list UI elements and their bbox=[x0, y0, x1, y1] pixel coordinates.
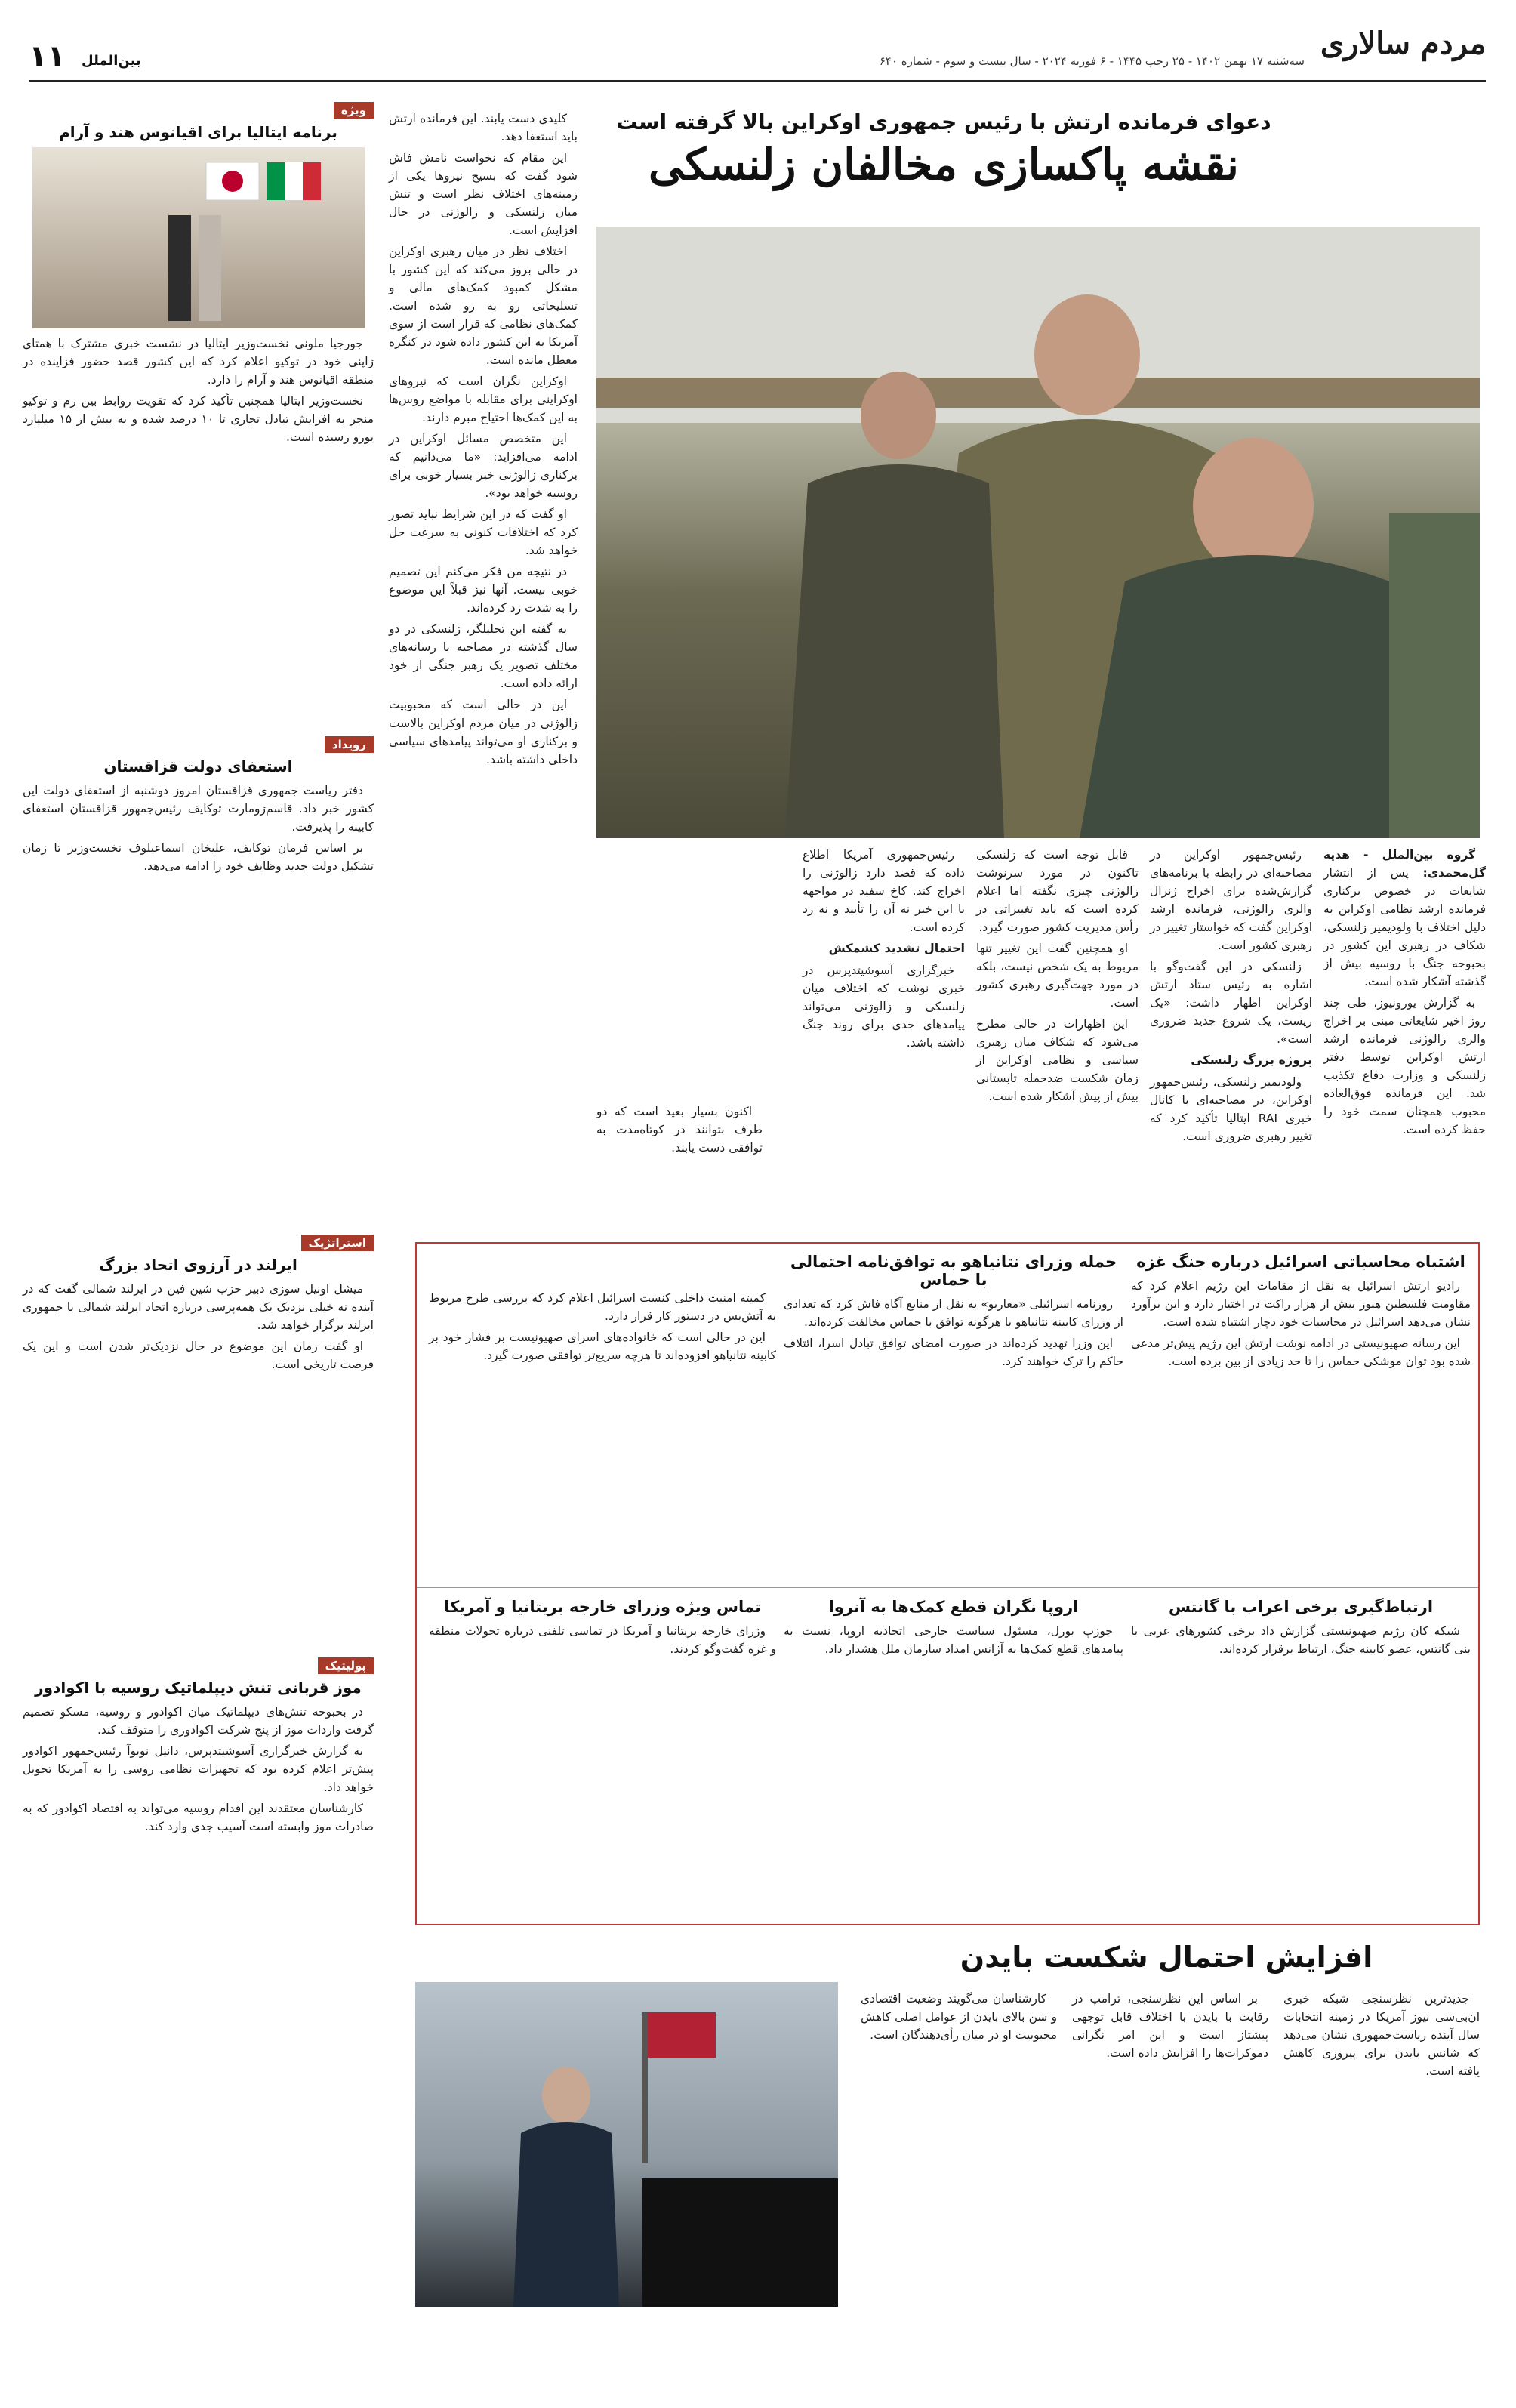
ecuador-title: موز قربانی تنش دیپلماتیک روسیه با اکوادور bbox=[35, 1679, 362, 1697]
masthead-rule bbox=[29, 80, 1486, 82]
gaza-title-mid: حمله وزرای نتانیاهو به توافق‌نامه احتمالی با حماس bbox=[790, 1253, 1117, 1289]
italy-photo bbox=[32, 147, 365, 328]
section-name: بین‌الملل bbox=[82, 53, 141, 69]
italy-brief: ویژه برنامه ایتالیا برای اقیانوس هند و آرام جورجیا ملونی نخست‌وزیر ایتالیا در نشست خبری مشترک با همتای ژاپنی خود در توکیو اعلام کرد که این کشور قصد حضور فزاینده در منطقه اقیانوس هند و آرام را دارد. نخست‌وزیر ایتالیا همچنین تأکید کرد که تقویت روابط بین رم و توکیو منجر به افزایش تبادل تجاری تا ۱۰ درصد شده و به بیش از ۱۵ میلیارد یورو رسیده است. bbox=[23, 103, 374, 445]
italy-tag: ویژه bbox=[334, 102, 374, 119]
gaza-story-3: کمیته امنیت داخلی کنست اسرائیل اعلام کرد که بررسی طرح مربوط به آتش‌بس در دستور کار قرار دارد. این در حالی است که خانواده‌های اسرای صهیونیست بر فشار خود بر کابینه نتانیاهو افزوده‌اند تا هرچه سریع‌تر توافقی صورت گیرد. bbox=[429, 1291, 776, 1363]
gaza-story-1: اشتباه محاسباتی اسرائیل درباره جنگ غزه رادیو ارتش اسرائیل به نقل از مقامات این رژیم اعلام کرد که مقاومت فلسطین هنوز بیش از هزار راکت در اختیار دارد و این برآورد نشان می‌دهد اسرائیل در محاسبات خود دچار اشتباه شده است. این رسانه صهیونیستی در ادامه نوشت ارتش این رژیم پیش‌تر مدعی شده بود توان موشکی حماس را تا حد زیادی از بین برده است. bbox=[1131, 1253, 1471, 1369]
gaza-story-5: اروپا نگران قطع کمک‌ها به آنروا جوزپ بورل، مسئول سیاست خارجی اتحادیه اروپا، نسبت به پیامدهای قطع کمک‌ها به آژانس امداد سازمان ملل هشدار داد. bbox=[784, 1598, 1123, 1657]
kazakhstan-brief: رویداد استعفای دولت قزاقستان دفتر ریاست جمهوری قزاقستان امروز دوشنبه از استعفای دولت این کشور خبر داد. قاسم‌ژومارت توکایف رئیس‌جمهور قزاقستان استعفای کابینه را پذیرفت. بر اساس فرمان توکایف، علیخان اسماعیلوف نخست‌وزیر تا زمان تشکیل دولت جدید وظایف خود را ادامه می‌دهد. bbox=[23, 738, 374, 874]
ireland-brief: استراتژیک ایرلند در آرزوی اتحاد بزرگ میشل اونیل سوزی دبیر حزب شین فین در ایرلند شمالی گفت که در آینده نه خیلی نزدیک یک همه‌پرسی درباره اتحاد ایرلند شمالی با جمهوری ایرلند برگزار خواهد شد. او گفت زمان این موضوع در حال نزدیک‌تر شدن است و این یک فرصت تاریخی است. bbox=[23, 1236, 374, 1372]
lead-byline: گروه بین‌الملل - هدیه گل‌محمدی: bbox=[1323, 848, 1486, 880]
biden-column-1: جدیدترین نظرسنجی شبکه خبری ان‌بی‌سی نیوز آمریکا در زمینه انتخابات سال آینده ریاست‌جمهوری نشان می‌دهد که شانس بایدن برای پیروزی کاهش یافته است. bbox=[1283, 1992, 1480, 2079]
dateline: سه‌شنبه ۱۷ بهمن ۱۴۰۲ - ۲۵ رجب ۱۴۴۵ - ۶ فوریه ۲۰۲۴ - سال بیست و سوم - شماره ۶۴۰ bbox=[879, 54, 1305, 68]
italy-title: برنامه ایتالیا برای اقیانوس هند و آرام bbox=[59, 123, 337, 141]
lead-column-5: کلیدی دست یابند. این فرمانده ارتش باید استعفا دهد. این مقام که نخواست نامش فاش شود گفت که بسیج نیروها یکی از زمینه‌های اختلاف نظر است و تنش میان زلنسکی و زالوژنی در حال افزایش است. اختلاف نظر در میان رهبری اوکراین در حالی بروز می‌کند که این کشور با مشکل کمبود کمک‌های مالی و تسلیحاتی رو به رو شده است. کمک‌های نظامی که قرار است از سوی آمریکا به این کشور داده شود در کنگره معطل مانده است. اوکراین نگران است که نیروهای اوکراینی برای مقابله با مواضع روس‌ها به این کمک‌ها احتیاج مبرم دارند. این متخصص مسائل اوکراین در ادامه می‌افزاید: «ما می‌دانیم که برکناری زالوژنی خبر بسیار خوبی برای روسیه خواهد بود». او گفت که در این شرایط نباید تصور کرد که اختلافات کنونی به سرعت حل خواهد شد. در نتیجه من فکر می‌کنم این تصمیم خوبی نیست. آنها نیز قبلاً این موضوع را به شدت رد کرده‌اند. به گفته این تحلیلگر، زلنسکی در دو سال گذشته در مصاحبه با رسانه‌های مختلف تصویر یک رهبر جنگی از خود ارائه داده است. این در حالی است که محبوبیت زالوژنی در میان مردم اوکراین بالاست و برکناری او می‌تواند پیامدهای سیاسی داخلی داشته باشد. bbox=[389, 112, 578, 766]
gaza-story-4: ارتباط‌گیری برخی اعراب با گانتس شبکه کان رژیم صهیونیستی گزارش داد برخی کشورهای عربی با بنی گانتس، عضو کابینه جنگ، ارتباط برقرار کرده‌اند. bbox=[1131, 1598, 1471, 1657]
kazakhstan-tag: رویداد bbox=[325, 736, 374, 753]
ireland-tag: استراتژیک bbox=[301, 1235, 374, 1251]
lead-column-2: رئیس‌جمهور اوکراین در مصاحبه‌ای در رابطه با برنامه‌های گزارش‌شده برای اخراج ژنرال والری زالوژنی، فرمانده ارشد اوکراین گفت که خواستار تغییر در رهبری کشور است. زلنسکی در این گفت‌وگو با اشاره به رئیس ستاد ارتش اوکراین اظهار داشت: «یک ریست، یک شروع جدید ضروری است». پروژه بزرگ زلنسکی ولودیمیر زلنسکی، رئیس‌جمهور اوکراین، در مصاحبه‌ای با کانال خبری RAI ایتالیا تأکید کرد که تغییر رهبری ضروری است. bbox=[1150, 848, 1313, 1144]
gaza-story-2: حمله وزرای نتانیاهو به توافق‌نامه احتمالی با حماس روزنامه اسرائیلی «معاریو» به نقل از منابع آگاه فاش کرد که تعدادی از وزرای کابینه نتانیاهو با هرگونه توافق با حماس مخالفت کرده‌اند. این وزرا تهدید کرده‌اند در صورت امضای توافق تبادل اسرا، ائتلاف حاکم را ترک خواهند کرد. bbox=[784, 1253, 1123, 1369]
biden-column-3: کارشناسان می‌گویند وضعیت اقتصادی و سن بالای بایدن از عوامل اصلی کاهش محبوبیت او در میان رأی‌دهندگان است. bbox=[861, 1992, 1057, 2043]
biden-photo bbox=[415, 1982, 838, 2307]
lead-headline: نقشه پاکسازی مخالفان زلنسکی bbox=[649, 139, 1239, 190]
page-number: ۱۱ bbox=[29, 39, 66, 74]
ireland-title: ایرلند در آرزوی اتحاد بزرگ bbox=[99, 1256, 297, 1274]
lead-column-1: گروه بین‌الملل - هدیه گل‌محمدی: پس از انتشار شایعات در خصوص برکناری فرمانده ارشد نظامی اوکراین به دلیل اختلاف با ولودیمیر زلنسکی، شکاف در رهبری این کشور در بحبوحه جنگ با روسیه بیش از گذشته آشکار شده است. به گزارش یورونیوز، طی چند روز اخیر شایعاتی مبنی بر اخراج والری زالوژنی فرمانده ارشد ارتش اوکراین توسط دفتر زلنسکی و وزارت دفاع تکذیب شد. این فرمانده فوق‌العاده محبوب همچنان سمت خود را حفظ کرده است. bbox=[1323, 848, 1486, 1137]
gaza-title-row2-1: ارتباط‌گیری برخی اعراب با گانتس bbox=[1168, 1598, 1434, 1616]
flags-illustration bbox=[32, 147, 365, 328]
ecuador-brief: پولیتیک موز قربانی تنش دیپلماتیک روسیه با اکوادور در بحبوحه تنش‌های دیپلماتیک میان اکوادور و روسیه، مسکو تصمیم گرفت واردات موز از پنج شرکت اکوادوری را متوقف کند. به گزارش خبرگزاری آسوشیتدپرس، دانیل نوبوآ رئیس‌جمهور اکوادور پیش‌تر اعلام کرده بود که تجهیزات نظامی روسی را به آمریکا تحویل خواهد داد. کارشناسان معتقدند این اقدام روسیه می‌تواند به اقتصاد اکوادور که به صادرات موز وابسته است آسیب جدی وارد کند. bbox=[23, 1659, 374, 1834]
lead-column-6: اکنون بسیار بعید است که دو طرف بتوانند در کوتاه‌مدت به توافقی دست یابند. bbox=[596, 1105, 763, 1155]
lead-kicker: دعوای فرمانده ارتش با رئیس جمهوری اوکراین بالا گرفته است bbox=[616, 109, 1271, 134]
biden-column-2: بر اساس این نظرسنجی، ترامپ در رقابت با بایدن با اختلاف قابل توجهی پیشتاز است و این امر نگرانی دموکرات‌ها را افزایش داده است. bbox=[1072, 1992, 1268, 2061]
ecuador-tag: پولیتیک bbox=[318, 1657, 374, 1674]
masthead bbox=[29, 23, 1486, 83]
biden-story bbox=[415, 1933, 1480, 2386]
gaza-title-right: اشتباه محاسباتی اسرائیل درباره جنگ غزه bbox=[1136, 1253, 1465, 1271]
kazakhstan-title: استعفای دولت قزاقستان bbox=[103, 757, 293, 775]
soldiers-photo-illustration bbox=[596, 227, 1480, 838]
gaza-news-box bbox=[415, 1242, 1480, 1925]
lead-column-4: رئیس‌جمهوری آمریکا اطلاع داده که قصد دارد زالوژنی را اخراج کند. کاخ سفید در مواجهه با این خبر نه آن را تأیید و نه رد کرده است. احتمال تشدید کشمکش خبرگزاری آسوشیتدپرس در خبری نوشت که اختلاف میان زلنسکی و زالوژنی می‌تواند پیامدهای جدی برای روند جنگ داشته باشد. bbox=[803, 848, 965, 1050]
lead-subhead-2: احتمال تشدید کشمکش bbox=[828, 941, 965, 956]
biden-headline: افزایش احتمال شکست بایدن bbox=[960, 1941, 1373, 1974]
sidebar bbox=[23, 102, 374, 2382]
biden-photo-illustration bbox=[415, 1982, 838, 2307]
gaza-title-row2-3: تماس ویژه وزرای خارجه بریتانیا و آمریکا bbox=[444, 1598, 761, 1616]
newspaper-logo: مردم سالاری bbox=[1320, 26, 1486, 61]
lead-column-3: قابل توجه است که زلنسکی تاکنون در مورد سرنوشت زالوژنی چیزی نگفته اما اعلام کرده است که باید تغییراتی در رأس مدیریت کشور صورت گیرد. او همچنین گفت این تغییر تنها مربوط به یک شخص نیست، بلکه در مورد جهت‌گیری رهبری کشور است. این اظهارات در حالی مطرح می‌شود که شکاف میان رهبری سیاسی و نظامی اوکراین از زمان شکست ضدحمله تابستانی بیش از پیش آشکار شده است. bbox=[976, 848, 1139, 1104]
gaza-title-row2-2: اروپا نگران قطع کمک‌ها به آنروا bbox=[828, 1598, 1079, 1616]
lead-subhead-1: پروژه بزرگ زلنسکی bbox=[1191, 1053, 1312, 1068]
lead-photo bbox=[596, 227, 1480, 838]
gaza-story-6: تماس ویژه وزرای خارجه بریتانیا و آمریکا وزرای خارجه بریتانیا و آمریکا در تماسی تلفنی درباره تحولات منطقه و غزه گفت‌وگو کردند. bbox=[429, 1598, 776, 1657]
gaza-box-divider bbox=[417, 1587, 1478, 1588]
